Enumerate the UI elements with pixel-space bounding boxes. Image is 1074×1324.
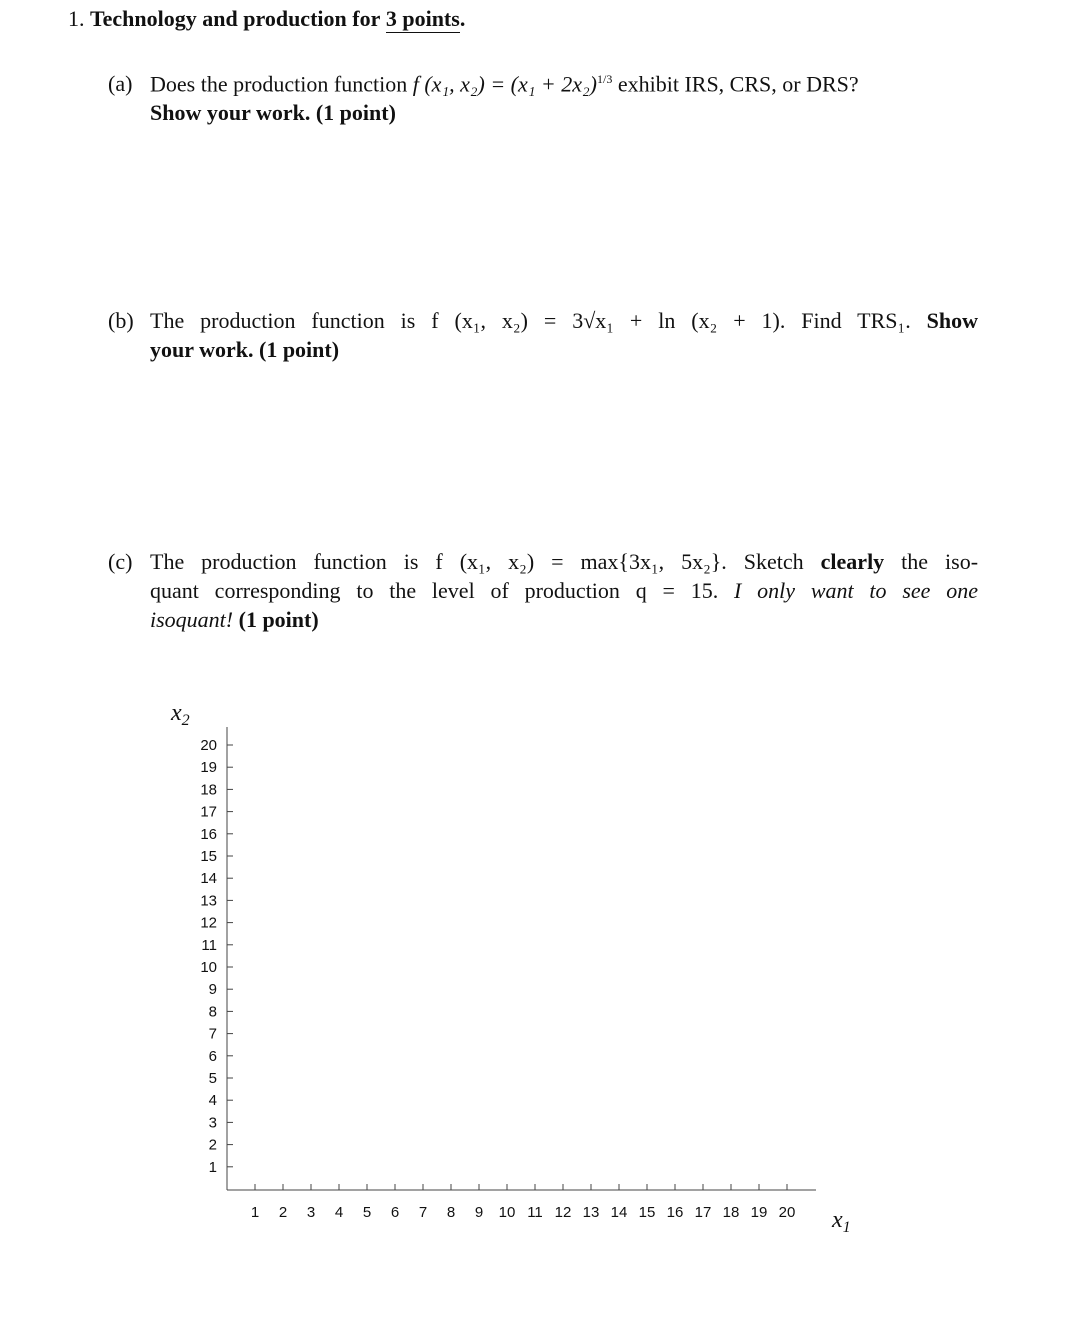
y-tick-label: 9	[208, 981, 217, 999]
question-points: 3 points	[385, 6, 460, 31]
y-tick-label: 5	[208, 1070, 217, 1087]
part-c-line1: The production function is f (x₁, x₂) = max{3x₁, 5x₂}. Sketch	[150, 549, 804, 574]
part-b-text: The production function is f (x₁, x₂) = 3√x₁ + ln (x₂ + 1). Find TRS₁.	[150, 308, 911, 333]
part-a-text: Does the production function	[150, 71, 408, 97]
part-a-text-after: exhibit IRS, CRS, or DRS?	[617, 71, 859, 97]
x-tick-label: 14	[610, 1204, 628, 1221]
x-tick-label: 12	[554, 1204, 572, 1221]
x-tick-label: 5	[362, 1204, 372, 1221]
x-tick-label: 17	[694, 1204, 712, 1221]
y-tick-label: 11	[201, 936, 217, 954]
part-b-label: (b)	[108, 308, 134, 333]
y-tick-label: 6	[208, 1047, 217, 1065]
y-tick-label: 12	[200, 914, 217, 932]
x-tick-label: 18	[722, 1204, 740, 1221]
y-axis-label: $x_2$	[171, 700, 190, 729]
x-tick-label: 16	[666, 1204, 684, 1221]
x-tick-label: 15	[638, 1204, 656, 1221]
y-tick-label: 10	[200, 959, 217, 976]
y-tick-label: 17	[200, 803, 217, 821]
part-c-points: (1 point)	[238, 607, 319, 632]
y-tick-label: 20	[200, 737, 217, 754]
x-tick-label: 6	[390, 1204, 400, 1221]
y-tick-label: 8	[208, 1003, 217, 1021]
x-tick-label: 8	[446, 1204, 456, 1221]
y-tick-label: 1	[208, 1158, 217, 1176]
y-tick-label: 4	[208, 1092, 217, 1110]
x-tick-label: 20	[778, 1204, 796, 1221]
part-a-instruction: Show your work. (1 point)	[150, 100, 396, 126]
x-tick-label: 7	[418, 1204, 428, 1221]
part-a-exponent: 1/3	[597, 72, 613, 86]
x-tick-label: 3	[306, 1204, 316, 1221]
question-title-text: Technology and production for	[90, 6, 381, 31]
part-c-line2-italic: I only want to see one	[734, 578, 979, 603]
y-tick-label: 14	[200, 870, 217, 888]
x-tick-label: 19	[750, 1204, 768, 1221]
question-number: 1.	[68, 6, 85, 31]
part-a-label: (a)	[108, 71, 133, 97]
part-b-show: Show	[926, 308, 978, 333]
x-tick-label: 9	[474, 1204, 484, 1221]
x-axis-label: $x_1$	[832, 1207, 851, 1236]
y-tick-label: 7	[208, 1025, 217, 1043]
title-period: .	[459, 6, 466, 31]
x-tick-label: 13	[582, 1204, 600, 1221]
y-tick-label: 19	[200, 759, 217, 777]
x-tick-label: 4	[334, 1204, 344, 1221]
part-c-clearly: clearly	[820, 549, 885, 574]
part-a-formula: f (x₁, x₂) = (x₁ + 2x₂)	[412, 71, 597, 97]
x-tick-label: 11	[527, 1204, 543, 1221]
y-tick-label: 18	[200, 781, 217, 799]
y-tick-label: 3	[208, 1114, 217, 1132]
x-tick-label: 1	[250, 1204, 260, 1221]
part-c-line3-italic: isoquant!	[150, 607, 234, 632]
y-tick-label: 13	[200, 892, 217, 910]
y-tick-label: 16	[200, 825, 217, 843]
part-c-label: (c)	[108, 549, 133, 574]
y-tick-label: 15	[200, 848, 217, 865]
x-tick-label: 2	[278, 1204, 288, 1221]
y-tick-label: 2	[208, 1136, 217, 1154]
part-c-line1-end: the iso-	[901, 549, 979, 574]
x-tick-label: 10	[498, 1204, 516, 1221]
part-b-instruction: your work. (1 point)	[150, 337, 340, 362]
part-c-line2: quant corresponding to the level of production q = 15.	[150, 578, 719, 603]
